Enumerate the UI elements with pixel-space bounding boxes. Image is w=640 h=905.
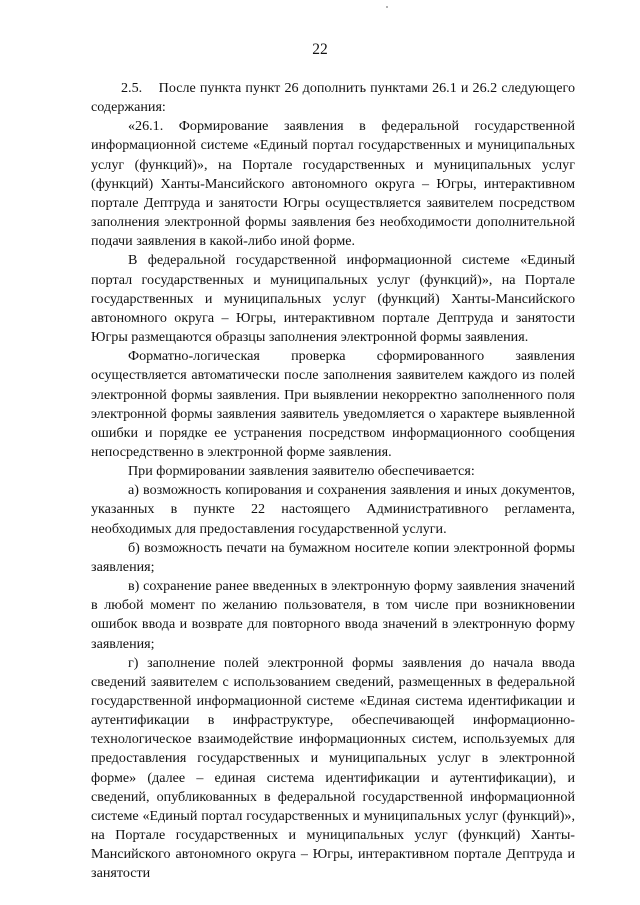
document-body (91, 79, 575, 884)
scan-artifact (386, 6, 388, 8)
list-item-a: а) возможность копирования и сохранения заявления и иных документов, указанных в пункте 22 настоящего Административного регламента, необходимых для предоставления государственной услуги. (91, 482, 575, 537)
clause-number: 2.5. (121, 80, 143, 96)
clause-intro: После пункта пункт 26 дополнить пунктами 26.1 и 26.2 следующего содержания: (91, 80, 576, 116)
paragraph-samples: В федеральной государственной информационной системе «Единый портал государственных и муниципальных услуг (функций)», на Портале государственных и муниципальных услуг (функций) Ханты-Мансийского автономного округа – Югры, интерактивном портале Дептруда и занятости Югры размещаются образцы заполнения электронной формы заявления. (91, 252, 575, 346)
paragraph-26-1: «26.1. Формирование заявления в федеральной государственной информационной системе «Единый портал государственных и муниципальных услуг (функций)», на Портале государственных и муниципальных услуг (функций) Ханты-Мансийского автономного округа – Югры, интерактивном портале Дептруда и занятости Югры осуществляется заявителем посредством заполнения электронной формы заявления без необходимости дополнительной подачи заявления в какой-либо иной форме. (91, 118, 575, 250)
paragraph-validation: Форматно-логическая проверка сформированного заявления осуществляется автоматически после заполнения заявителем каждого из полей электронной формы заявления. При выявлении некорректно заполненного поля электронной формы заявления заявитель уведомляется о характере выявленной ошибки и порядке ее устранения посредством информационного сообщения непосредственно в электронной форме заявления. (91, 348, 575, 460)
list-item-g: г) заполнение полей электронной формы заявления до начала ввода сведений заявителем с использованием сведений, размещенных в федеральной государственной информационной системе «Единая система идентификации и аутентификации в инфраструктуре, обеспечивающей информационно-технологическое взаимодействие информационных систем, используемых для предоставления государственных и муниципальных услуг в электронной форме» (далее – единая система идентификации и аутентификации), и сведений, опубликованных в федеральной государственной информационной системе «Единый портал государственных и муниципальных услуг (функций)», на Портале государственных и муниципальных услуг (функций) Ханты-Мансийского автономного округа – Югры, интерактивном портале Дептруда и занятости (91, 654, 575, 882)
list-item-v: в) сохранение ранее введенных в электронную форму заявления значений в любой момент по желанию пользователя, в том числе при возникновении ошибок ввода и возврате для повторного ввода значений в электронную форму заявления; (91, 578, 575, 652)
paragraph-provisions-intro: При формировании заявления заявителю обеспечивается: (128, 463, 475, 480)
clause-2-5 (91, 79, 575, 117)
page-number: 22 (312, 41, 328, 58)
list-item-b: б) возможность печати на бумажном носителе копии электронной формы заявления; (91, 539, 575, 575)
